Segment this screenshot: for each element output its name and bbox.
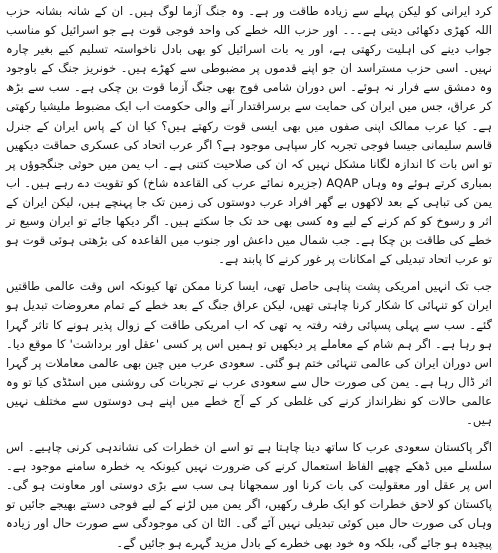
article-body	[6, 2, 492, 553]
article-paragraph-1: کرد ایرانی کو لیکن پہلے سے زیادہ طاقت ور ہے۔ وہ جنگ آزما لوگ ہیں۔ ان کے شانہ بشانہ حزب اللہ کھڑی دکھائی دیتی ہے۔۔۔ اور حزب اللہ خطے کی واحد فوجی قوت ہے جو اسرائیل کو مناسب جواب دینے کی اہلیت رکھتی ہے، اور یہ بات اسرائیل کو بھی بادل ناخواستہ تسلیم کیے بغیر چارہ نہیں۔ اسی حزب مستراسد ان جو اپنے قدموں پر مضبوطی سے کھڑے ہیں۔ خونریز جنگ کے باوجود وہ دمشق سے فرار نہ ہوئے۔ اس دوران شامی فوج بھی جنگ آزما قوت بن چکی ہے۔ سب سے بڑھ کر عراق، جس میں ایران کی حمایت سے برسراقتدار آنے والی حکومت اب ایک مضبوط ملیشیا رکھتی ہے۔ کیا عرب ممالک اپنی صفوں میں بھی ایسی قوت رکھتے ہیں؟ کیا ان کے پاس ایران کے جنرل قاسم سلیمانی جیسا فوجی تجربہ کار سپاہی موجود ہے؟ اگر عرب اتحاد کی عسکری حماقت دیکھیں تو اس بات کا اندازہ لگانا مشکل نہیں کہ ان کی صلاحیت کتنی ہے۔ اب یمن میں حوثی جنگجوؤں پر بمباری کرتے ہوئے وہ وہاں AQAP (جزیرہ نمائے عرب کی القاعدہ شاخ) کو تقویت دے رہے ہیں۔ اب یمن کی تباہی کے بعد لاکھوں بے گھر افراد عرب دوستوں کی زمین تک جا پہنچے ہیں، لیکن ایران کے اثر و رسوخ کو کم کرنے کے لیے وہ کسی بھی حد تک جا سکتے ہیں۔ اگر دیکھا جائے تو ایران وسیع تر خطے کی طاقت بن چکا ہے۔ جب شمال میں داعش اور جنوب میں القاعدہ کی بڑھتی ہوئی قوت ہو تو عرب اتحاد تبدیلی کے امکانات پر غور کرنے کا پابند ہے۔	[6, 4, 492, 267]
article-paragraph-2: جب تک انہیں امریکی پشت پناہی حاصل تھی، ایسا کرنا ممکن تھا کیونکہ اس وقت عالمی طاقتیں ایران کو تنہائی کا شکار کرنا چاہتی تھیں، لیکن عراق جنگ کے بعد خطے کے تمام معروضات تبدیل ہو گئے۔ سب سے پہلی پسپائی رفتہ رفتہ یہ تھی کہ اب امریکی طاقت کے زوال پذیر ہونے کا تاثر گہرا ہو رہا ہے۔ اگر ہم شام کے معاملے پر دیکھیں تو ہمیں اس پر کسی 'عقل اور برداشت' کا موقع دیا۔ اس دوران ایران کی عالمی تنہائی ختم ہو گئی۔ سعودی عرب میں چین بھی عالمی معاملات پر گہرا اثر ڈال رہا ہے۔ یمن کی صورت حال سے سعودی عرب نے تجربات کی روشنی میں اسٹڈی کیا تو وہ عالمی حالات کو نظرانداز کرنے کی غلطی کر کے آج خطے میں اپنے ہی دوستوں سے مختلف نہیں ہیں۔	[6, 279, 492, 427]
article-paragraph-3: اگر پاکستان سعودی عرب کا ساتھ دینا چاہتا ہے تو اسے ان خطرات کی نشاندہی کرنی چاہیے۔ اس سلسلے میں ڈھکے چھپے الفاظ استعمال کرنے کی ضرورت نہیں کیونکہ یہ خطرہ سامنے موجود ہے۔ اس پر عقل اور معقولیت کی بات کرنا اور سمجھانا ہی سب سے بڑی دوستی اور معاونت ہو گی۔ پاکستان کو لاحق خطرات کو ایک طرف رکھیں، اگر یمن میں لڑنے کے لیے فوجی دستے بھیجے جائیں تو وہاں کی صورت حال میں کوئی تبدیلی نہیں آئے گی۔ الٹا ان کی موجودگی سے صورت حال اور زیادہ پیچیدہ ہو جائے گی، بلکہ وہ خود بھی خطرے کے بادل مزید گہرے ہو جائیں گے۔	[6, 440, 492, 550]
